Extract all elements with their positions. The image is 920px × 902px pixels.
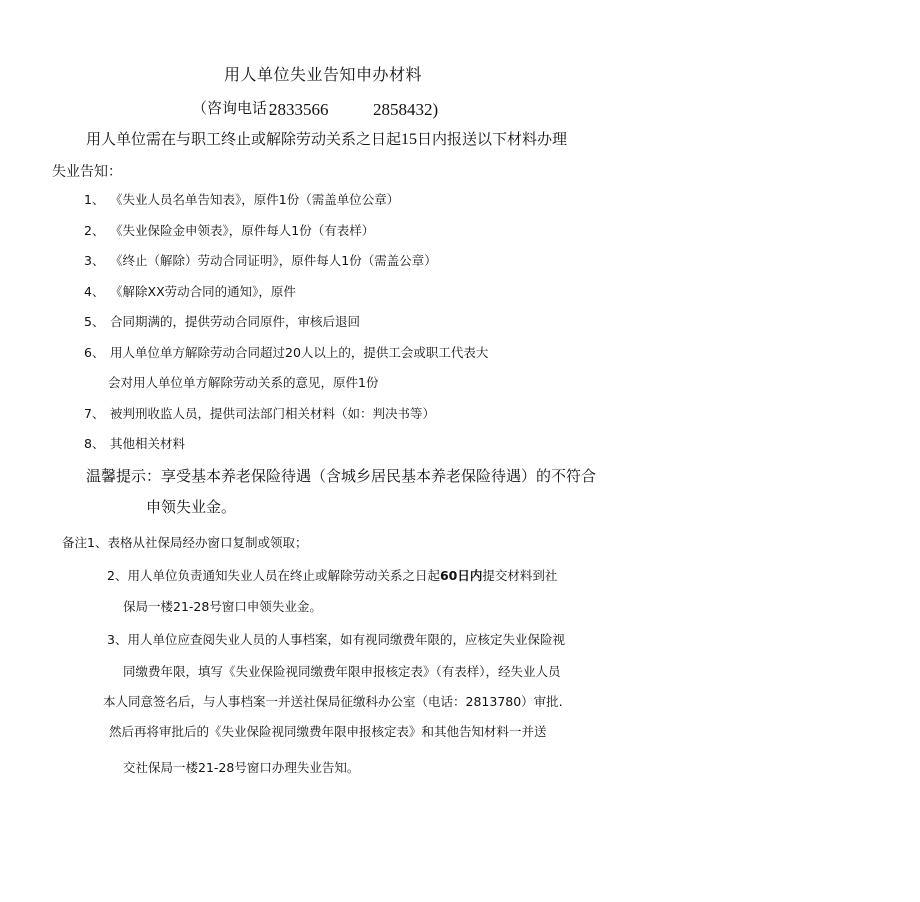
item-text: 《终止（解除）劳动合同证明》，原件每人1份（需盖公章）: [110, 253, 437, 268]
note-2: [107, 570, 557, 583]
contact-phone-1: 2833566: [269, 100, 329, 119]
item-text: 《解除XX劳动合同的通知》，原件: [110, 284, 296, 299]
item-text: 其他相关材料: [110, 436, 186, 451]
item-number: 1、: [84, 192, 105, 207]
item-text: 会对用人单位单方解除劳动关系的意见，原件1份: [108, 375, 379, 390]
intro-after: 日内报送以下材料办理: [417, 130, 568, 148]
item-number: 3、: [84, 253, 105, 268]
item-text: 《失业人员名单告知表》，原件1份（需盖单位公章）: [110, 192, 400, 207]
note-3-line-2: 同缴费年限，填写《失业保险视同缴费年限申报核定表》（有表样），经失业人员: [123, 664, 561, 679]
intro-before: 用人单位需在与职工终止或解除劳动关系之日起: [86, 130, 402, 148]
note-2-after: 提交材料到社: [482, 568, 558, 583]
item-number: 7、: [84, 406, 105, 421]
section-subheading: 失业告知：: [52, 164, 122, 180]
item-text: 用人单位单方解除劳动合同超过20人以上的，提供工会或职工代表大: [110, 345, 489, 360]
item-text: 被判刑收监人员，提供司法部门相关材料（如：判决书等）: [110, 406, 436, 421]
item-number: 5、: [84, 314, 105, 329]
reminder-line-1: 温馨提示：享受基本养老保险待遇（含城乡居民基本养老保险待遇）的不符合: [86, 467, 597, 485]
item-number: 4、: [84, 284, 105, 299]
item-number: 8、: [84, 436, 105, 451]
item-text: 合同期满的，提供劳动合同原件，审核后退回: [110, 314, 361, 329]
item-number: 6、: [84, 345, 105, 360]
intro-days: 15: [401, 131, 418, 148]
note-3-line-5: 交社保局一楼21-28号窗口办理失业告知。: [123, 760, 360, 775]
note-3-line-3: 本人同意签名后，与人事档案一并送社保局征缴科办公室（电话：2813780）审批.: [103, 694, 563, 709]
contact-label: （咨询电话：: [192, 99, 283, 117]
item-text: 《失业保险金申领表》，原件每人1份（有表样）: [110, 223, 375, 238]
note-2-before: 2、用人单位负责通知失业人员在终止或解除劳动关系之日起: [107, 568, 440, 583]
item-number: 2、: [84, 223, 105, 238]
note-1: 备注1、表格从社保局经办窗口复制或领取；: [62, 535, 308, 550]
contact-phone-2: 2858432): [373, 100, 439, 119]
note-3-line-1: 3、用人单位应查阅失业人员的人事档案，如有视同缴费年限的，应核定失业保险视: [107, 632, 565, 647]
note-2-continued: 保局一楼21-28号窗口申领失业金。: [123, 599, 322, 614]
note-3-line-4: 然后再将审批后的《失业保险视同缴费年限申报核定表》和其他告知材料一并送: [109, 724, 547, 739]
note-2-deadline: 60日内: [439, 568, 483, 583]
page-title: 用人单位失业告知申办材料: [224, 65, 423, 84]
intro-paragraph: [86, 132, 567, 148]
reminder-line-2: 申领失业金。: [146, 498, 237, 516]
